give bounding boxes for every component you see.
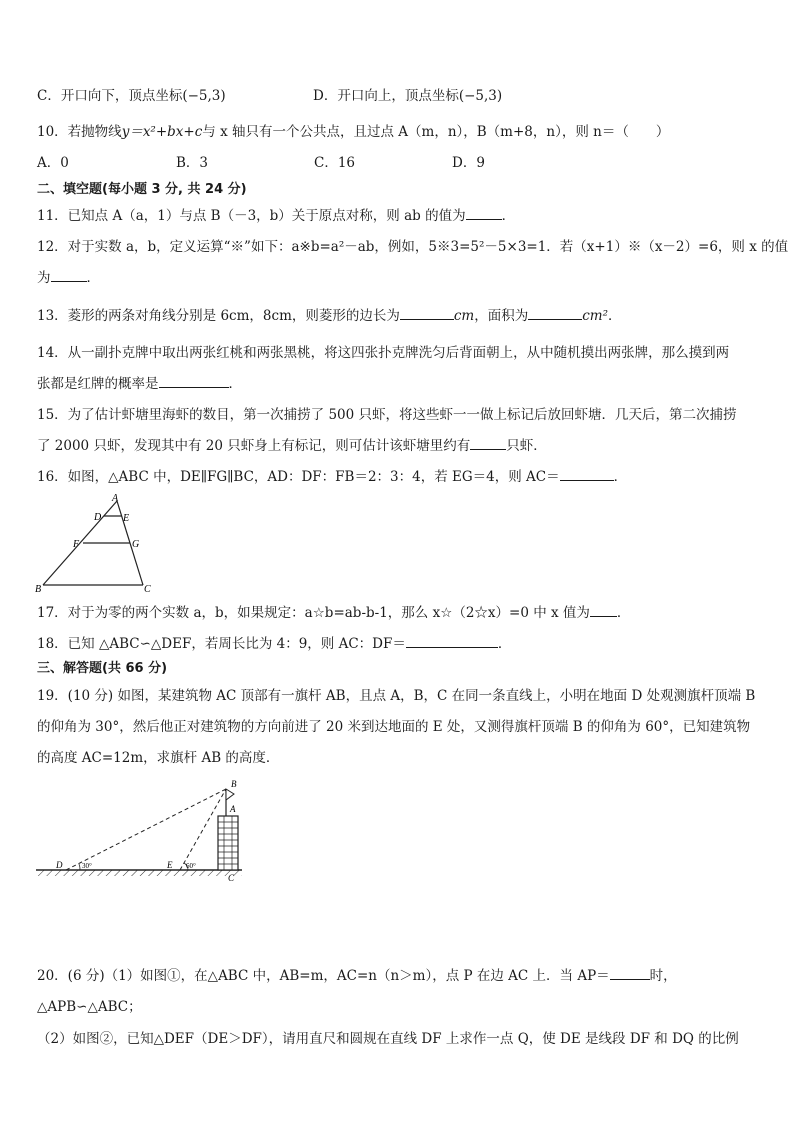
q13-unit-cm2: cm² (582, 308, 609, 324)
q12-answer-blank[interactable] (51, 268, 87, 282)
q16-answer-blank[interactable] (560, 467, 614, 481)
section-fill-in-heading: 二、填空题(每小题 3 分, 共 24 分) (37, 182, 247, 197)
q10-option-a: A．0 (37, 155, 69, 171)
section-solutions-heading: 三、解答题(共 66 分) (37, 661, 168, 676)
flag (226, 789, 234, 800)
label-b: B (35, 584, 42, 594)
q18-text: 18．已知 △ABC∽△DEF，若周长比为 4：9，则 AC：DF＝ (37, 636, 406, 652)
q13-area-blank[interactable] (528, 306, 582, 320)
q12-line1: 12．对于实数 a，b，定义运算“※”如下：a※b=a²－ab，例如，5※3=5²－5×3=1．若（x+1）※（x－2）=6，则 x 的值 (37, 239, 789, 255)
q19-line2: 的仰角为 30°，然后他正对建筑物的方向前进了 20 米到达地面的 E 处，又测得旗杆顶端 B 的仰角为 60°，已知建筑物 (37, 719, 751, 735)
label-f: F (73, 539, 80, 550)
q13-side-blank[interactable] (400, 306, 454, 320)
building (218, 816, 238, 870)
q13 (37, 306, 622, 326)
q13-mid: ，面积为 (474, 308, 529, 324)
q15-text: 了 2000 只虾，发现其中有 20 只虾身上有标记，则可估计该虾塘里约有 (37, 438, 471, 454)
q18 (37, 634, 511, 654)
label-e: E (167, 860, 173, 870)
q20-answer-blank[interactable] (610, 966, 650, 980)
q20-line1 (37, 966, 677, 986)
q20-text: 20．(6 分)（1）如图①，在△ABC 中，AB=m，AC=n（n＞m），点 P 在边 AC 上．当 AP＝ (37, 968, 610, 984)
label-e: E (123, 513, 130, 524)
q17-text: 17．对于为零的两个实数 a，b，如果规定：a☆b=ab-b-1，那么 x☆（2☆x）=0 中 x 值为 (37, 605, 590, 621)
q14-end: ． (228, 376, 242, 392)
label-b: B (231, 779, 237, 789)
q13-end: ． (608, 308, 622, 324)
label-a: A (112, 493, 119, 504)
q18-answer-blank[interactable] (406, 634, 498, 648)
q14-line2 (37, 374, 242, 394)
q10-stem-a: 10．若抛物线 (37, 124, 122, 140)
q11-end: ． (501, 208, 516, 224)
q15-line2 (37, 436, 547, 456)
q11-text: 11．已知点 A（a，1）与点 B（－3，b）关于原点对称，则 ab 的值为 (37, 208, 466, 224)
q10-option-d: D．9 (452, 155, 485, 171)
q19-line1: 19．(10 分) 如图，某建筑物 AC 顶部有一旗杆 AB，且点 A，B，C 在同一条直线上，小明在地面 D 处观测旗杆顶端 B (37, 688, 756, 704)
q20-line3: （2）如图②，已知△DEF（DE＞DF），请用直尺和圆规在直线 DF 上求作一点 Q，使 DE 是线段 DF 和 DQ 的比例 (37, 1031, 739, 1047)
q12-end: ． (86, 270, 100, 286)
q16-end: ． (613, 469, 628, 485)
q20-line2: △APB∽△ABC； (37, 999, 142, 1015)
q11 (37, 206, 515, 226)
q13-unit-cm: cm (453, 308, 475, 324)
q9-option-d: D．开口向上，顶点坐标(−5,3) (313, 88, 503, 104)
q14-answer-blank[interactable] (159, 374, 229, 388)
q17 (37, 603, 630, 623)
label-d: D (56, 860, 63, 870)
q10-option-c: C．16 (314, 155, 356, 171)
angle-e-label: 60° (186, 862, 196, 870)
angle-d-label: 30° (82, 862, 92, 870)
label-g: G (132, 539, 140, 550)
q20-end: 时， (649, 968, 677, 984)
ground-hatch (36, 870, 242, 876)
sightline-d (66, 789, 226, 870)
q13-text: 13．菱形的两条对角线分别是 6cm，8cm，则菱形的边长为 (37, 308, 400, 324)
q15-answer-blank[interactable] (470, 436, 506, 450)
q11-answer-blank[interactable] (466, 206, 502, 220)
q16-triangle-figure (32, 492, 162, 594)
q9-option-c: C．开口向下，顶点坐标(−5,3) (37, 88, 226, 104)
q12-line2 (37, 268, 100, 288)
label-a: A (230, 804, 236, 814)
q10-stem (37, 122, 669, 142)
q14-text: 张都是红牌的概率是 (37, 376, 159, 392)
q19-building-figure (36, 776, 256, 886)
q16 (37, 467, 627, 487)
q17-end: ． (616, 605, 631, 621)
q12-text: 为 (37, 270, 51, 286)
q10-option-b: B．3 (176, 155, 209, 171)
q18-end: ． (497, 636, 512, 652)
q14-line1: 14．从一副扑克牌中取出两张红桃和两张黑桃，将这四张扑克牌洗匀后背面朝上，从中随机摸出两张牌，那么摸到两 (37, 345, 730, 361)
q17-answer-blank[interactable] (590, 603, 617, 617)
label-c: C (144, 584, 151, 594)
q16-text: 16．如图，△ABC 中，DE∥FG∥BC，AD：DF：FB＝2：3：4，若 EG＝4，则 AC＝ (37, 469, 560, 485)
label-d: D (94, 512, 102, 523)
label-c: C (228, 873, 235, 883)
q15-line1: 15．为了估计虾塘里海虾的数目，第一次捕捞了 500 只虾，将这些虾一一做上标记后放回虾塘．几天后，第二次捕捞 (37, 407, 737, 423)
q19-line3: 的高度 AC=12m，求旗杆 AB 的高度． (37, 750, 280, 766)
q10-formula: y＝x²+bx+c (121, 124, 203, 140)
q10-stem-b: 与 x 轴只有一个公共点，且过点 A（m，n），B（m+8，n），则 n＝（ ） (202, 124, 670, 140)
q15-end: 只虾． (506, 438, 547, 454)
